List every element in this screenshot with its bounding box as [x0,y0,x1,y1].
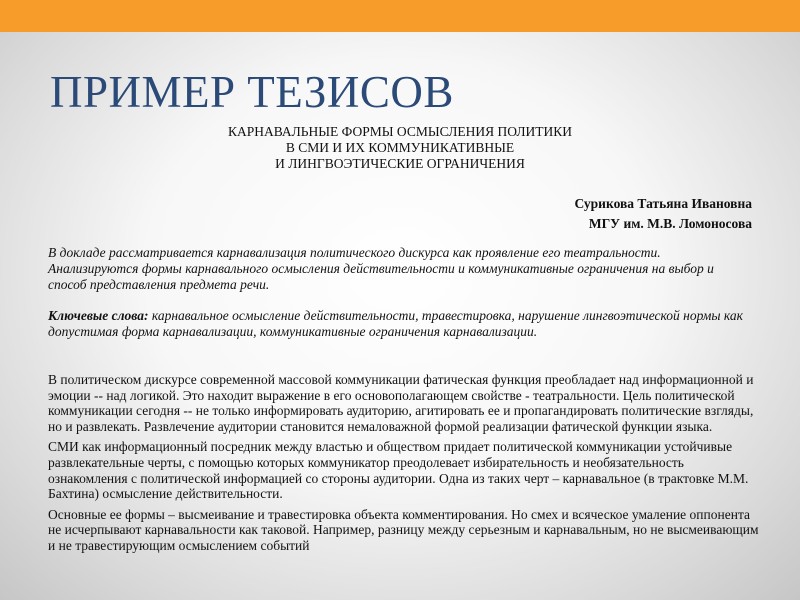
thesis-title-line-3: И ЛИНГВОЭТИЧЕСКИЕ ОГРАНИЧЕНИЯ [275,156,525,171]
keywords-text: карнавальное осмысление действительности, травестировка, нарушение лингвоэтической нормы как допустимая форма карнавализации, коммуникативные ограничения карнавализации. [48,308,743,339]
thesis-title-line-2: В СМИ И ИХ КОММУНИКАТИВНЫЕ [285,140,515,155]
keywords-label: Ключевые слова: [48,308,149,323]
abstract-text: В докладе рассматривается карнавализация политического дискурса как проявление его театральности. Анализируются формы карнавального осмысления действительности и коммуникативные ограничения на выбор и способ представления предмета речи. [48,245,714,292]
thesis-title [0,124,800,172]
author-affiliation: МГУ им. М.В. Ломоносова [588,216,752,231]
slide-title: ПРИМЕР ТЕЗИСОВ [50,67,454,117]
body-paragraph-3: Основные ее формы – высмеивание и травестировка объекта комментирования. Но смех и всяческое умаление оппонента не исчерпывают карнавальности как таковой. Например, разницу между серьезным и карнавальным, но не высмеивающим и не травестирующим осмыслением событий [48,506,759,553]
top-accent-bar [0,0,800,32]
body-paragraph-2: СМИ как информационный посредник между властью и обществом придает политической коммуникации устойчивые развлекательные черты, с помощью которых коммуникатор преодолевает избирательность и необязательность ознакомления с политической информацией со стороны аудитории. Одна из таких черт – карнавальное (в трактовке М.М. Бахтина) осмысление действительности. [48,439,749,502]
thesis-title-line-1: КАРНАВАЛЬНЫЕ ФОРМЫ ОСМЫСЛЕНИЯ ПОЛИТИКИ [227,124,573,139]
keywords-paragraph [48,308,763,340]
body-paragraph-1: В политическом дискурсе современной массовой коммуникации фатическая функция преобладает над информационной и эмоции -- над логикой. Это находит выражение в его основополагающем свойстве - театральности. Цель политической коммуникации сегодня -- не только информировать аудиторию, агитировать ее и пропагандировать политические взгляды, но и развлекать. Развлечение аудитории становится немаловажной формой реализации фатической функции языка. [48,372,754,434]
author-block [575,194,752,234]
author-name: Сурикова Татьяна Ивановна [574,196,752,211]
body-text [48,372,760,559]
